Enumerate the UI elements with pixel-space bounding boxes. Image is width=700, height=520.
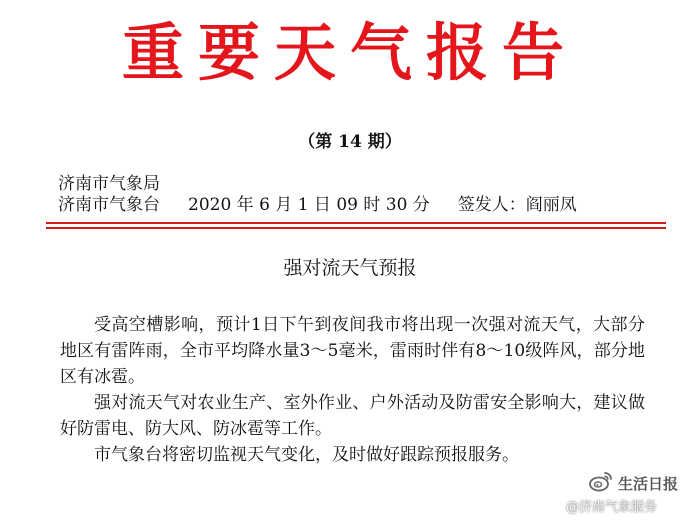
header-divider-bottom [46, 227, 666, 229]
weibo-icon [588, 470, 614, 492]
header-divider-top [46, 222, 666, 224]
paragraph: 受高空槽影响，预计1日下午到夜间我市将出现一次强对流天气，大部分地区有雷阵雨，全市平均降水量3～5毫米，雷雨时伴有8～10级阵风，部分地区有冰雹。 [60, 315, 645, 387]
issuer-bureau: 济南市气象局 [58, 174, 160, 194]
watermark-brand: 生活日报 [618, 475, 679, 493]
paragraph: 市气象台将密切监视天气变化，及时做好跟踪预报服务。 [94, 445, 519, 465]
forecast-heading: 强对流天气预报 [283, 257, 417, 279]
signer-name: 阎丽凤 [525, 195, 577, 215]
issue-datetime: 2020 年 6 月 1 日 09 时 30 分 [188, 195, 430, 215]
paragraph: 强对流天气对农业生产、室外作业、户外活动及防雷安全影响大，建议做好防雷电、防大风、防冰雹等工作。 [60, 393, 645, 439]
issuer-observatory: 济南市气象台 [58, 195, 160, 215]
forecast-body [60, 312, 645, 468]
issue-number: （第 14 期） [298, 132, 402, 152]
watermark-account: @济南气象服务 [566, 500, 658, 515]
issuer-line [58, 194, 577, 216]
report-title: 重要天气报告 [121, 16, 578, 89]
signer-label: 签发人： [457, 195, 526, 215]
